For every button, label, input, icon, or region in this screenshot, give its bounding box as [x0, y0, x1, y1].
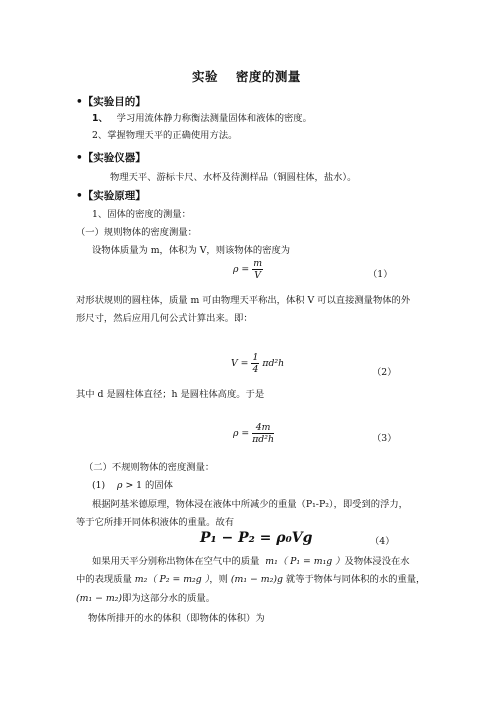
equation-4-number: （4） [370, 536, 395, 547]
mass-difference: (m₁ − m₂) [76, 593, 123, 604]
paragraph-4-line-1-text: 如果用天平分别称出物体在空气中的质量 [92, 556, 260, 567]
regular-intro: 设物体质量为 m，体积为 V，则该物体的密度为 [92, 245, 291, 256]
purpose-item-1-number: 1、 [92, 113, 108, 124]
equation-3 [233, 422, 274, 445]
paragraph-3-line-1: 根据阿基米德原理，物体浸在液体中所减少的重量（P₁-P₂），即受到的浮力， [92, 499, 408, 510]
irregular-heading: （二）不规则物体的密度测量： [84, 462, 215, 473]
eq2-numerator: 1 [252, 352, 259, 363]
paragraph-1-line-1: 对形状规则的圆柱体，质量 m 可由物理天平称出，体积 V 可以直接测量物体的外 [76, 295, 411, 306]
case-1-suffix: > 1 的固体 [125, 480, 173, 491]
page-title: 实验 密度的测量 [192, 69, 301, 84]
paragraph-1-line-2: 形尺寸，然后应用几何公式计算出来。即： [76, 313, 253, 324]
purpose-item-1-text: 学习用流体静力称衡法测量固体和液体的密度。 [116, 113, 312, 124]
solid-density-heading: 1、固体的密度的测量： [92, 209, 191, 220]
instruments-text: 物理天平、游标卡尺、水杯及待测样品（铜圆柱体，盐水）。 [110, 172, 357, 183]
equation-2 [231, 352, 284, 375]
eq2-fraction [251, 352, 259, 375]
section-heading-purpose: •【实验目的】 [76, 96, 146, 108]
section-heading-instruments: •【实验仪器】 [76, 152, 146, 164]
eq3-numerator: 4m [252, 422, 274, 434]
rho-symbol: ρ [117, 480, 123, 491]
purpose-item-2: 2、掌握物理天平的正确使用方法。 [92, 130, 238, 141]
eq2-lhs: V = [231, 358, 249, 369]
section-heading-principle: •【实验原理】 [76, 190, 146, 202]
eq2-rhs: πd²h [262, 358, 285, 369]
eq2-denominator: 4 [252, 364, 259, 375]
paragraph-2: 其中 d 是圆柱体直径；h 是圆柱体高度。于是 [76, 389, 265, 400]
eq3-lhs: ρ = [233, 428, 250, 439]
m2-expression: m₂（ P₂ = m₂g ） [134, 574, 210, 585]
equation-2-number: （2） [372, 367, 397, 378]
paragraph-4-line-2-text: 中的表现质量 [76, 574, 132, 585]
case-1-line [92, 477, 173, 491]
paragraph-3-line-2: 等于它所排开同体积液体的重量。故有 [76, 517, 235, 528]
paragraph-4-line-2-end: 就等于物体与同体积的水的重量， [285, 574, 426, 585]
m1-expression: m₁（ P₁ = m₁g ） [265, 556, 345, 567]
paragraph-4-line-2 [76, 571, 425, 585]
eq1-denominator: V [254, 270, 261, 281]
eq3-fraction [252, 422, 274, 445]
equation-1-number: （1） [368, 269, 393, 280]
eq1-lhs: ρ = [233, 264, 250, 275]
paragraph-5: 物体所排开的水的体积（即物体的体积）为 [88, 613, 265, 624]
equation-3-number: （3） [372, 433, 397, 444]
paragraph-4-line-3-text: 即为这部分水的质量。 [122, 593, 216, 604]
purpose-item-1 [92, 110, 312, 124]
paragraph-4-line-3 [76, 590, 215, 604]
paragraph-4-line-2-then: ，则 [209, 574, 228, 585]
eq3-denominator: πd²h [252, 434, 274, 445]
regular-heading: （一）规则物体的密度测量： [76, 227, 197, 238]
mass-difference-weight: (m₁ − m₂)g [230, 574, 283, 585]
case-1-prefix: (1) [92, 480, 106, 491]
paragraph-4-line-1-end: 及物体浸没在水 [344, 556, 410, 567]
equation-1 [233, 258, 263, 281]
eq1-fraction [252, 258, 263, 281]
equation-4: P₁ − P₂ = ρ₀Vg [200, 530, 313, 546]
eq1-numerator: m [253, 258, 263, 269]
paragraph-4-line-1 [92, 553, 410, 567]
